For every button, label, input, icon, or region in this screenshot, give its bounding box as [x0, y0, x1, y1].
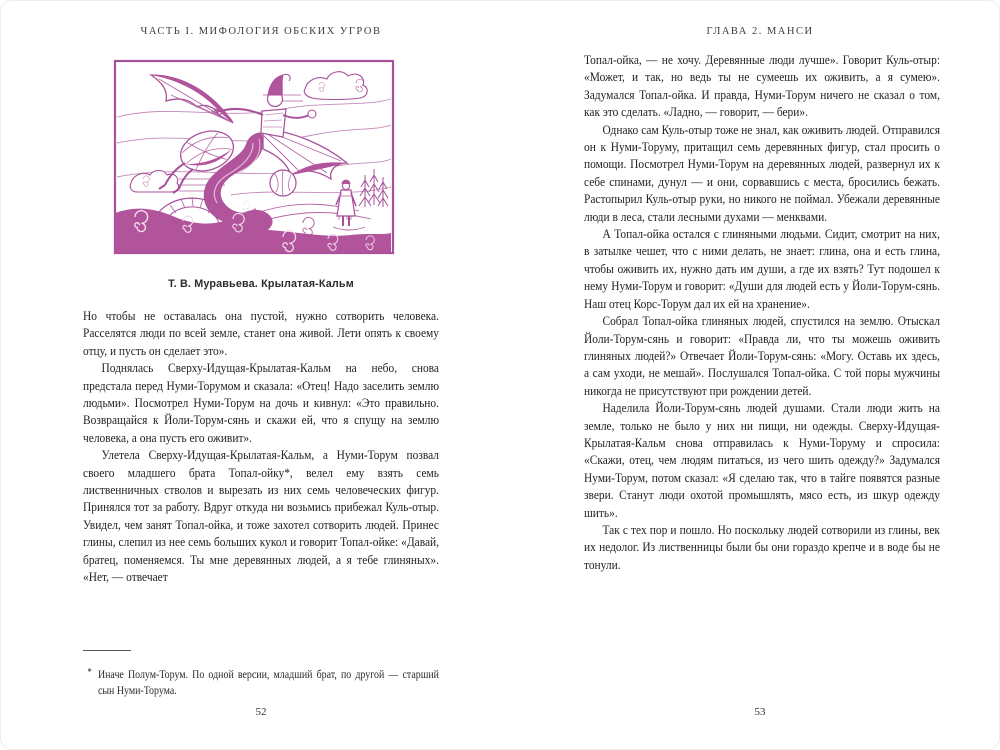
paragraph: А Топал-ойка остался с глиняными людьми. Сидит, смотрит на них, в затылке чешет, что с ними делать, не знает: глина, она и есть глина, чтобы оживить их, нужно дать им души, а где их взять? Тут подошел к нему Нуми-Торум и говорит: «Души для людей есть у Йоли-Торум-сянь. Наш отец Корс-Торум дал их ей на хранение». [584, 226, 940, 311]
paragraph: Так с тех пор и пошло. Но поскольку людей сотворили из глины, век их недолог. Из лиственницы были бы они гораздо крепче и в воде бы не тонули. [584, 521, 940, 572]
running-head-right: ГЛАВА 2. МАНСИ [706, 26, 814, 37]
paragraph: Но чтобы не оставалась она пустой, нужно сотворить человека. Расселятся люди по всей земле, станет она живой. Лети опять к своему отцу, и пусть он сделает это». [83, 308, 439, 358]
footnote-rule [83, 650, 131, 651]
fir-trees [359, 169, 388, 207]
paragraph: Наделила Йоли-Торум-сянь людей душами. Стали люди жить на земле, только не было у них ни пищи, ни одежды. Сверху-Идущая-Крылатая-Кальм снова отправилась к Нуми-Торуму и спросила: «Скажи, отец, чем людям питаться, из чего шить одежду?» Задумался Нуми-Торум, потом сказал: «Я сделаю так, что в тайге появятся разные звери. Станут люди охотой промышлять, мясо есть, из шкур одежду шить». [584, 400, 940, 520]
paragraph: Топал-ойка, — не хочу. Деревянные люди лучше». Говорит Куль-отыр: «Может, и так, но ведь ты не сумеешь их оживить, а я сумею». Задумался Топал-ойка. И правда, Нуми-Торум ничего не сказал о том, как это сделать. «Ладно, — говорит, — бери». [584, 52, 940, 120]
footnote-text: Иначе Полум-Торум. По одной версии, младший брат, по другой — старший сын Нуми-Торума. [97, 669, 439, 697]
paragraph: Однако сам Куль-отыр тоже не знал, как оживить людей. Отправился он к Нуми-Торуму, притащил семь деревянных фигур, стал просить о помощи. Посмотрел Нуми-Торум на деревянных людей, развернул их к себе спинами, дунул — и они, сорвавшись с места, бросились бежать. Растопырил Куль-отыр руки, но никого не поймал. Убежали деревянные люди в леса, стали лесными духами — менквами. [584, 121, 940, 224]
page-number-left: 52 [255, 706, 267, 718]
field-lines [263, 204, 371, 230]
paragraph: Улетела Сверху-Идущая-Крылатая-Кальм, а Нуми-Торум позвал своего младшего брата Топал-ойку*, велел ему взять семь лиственничных стволов и вырезать из них семь человеческих фигур. Принялся тот за работу. Вдруг откуда ни возьмись прибежал Куль-отыр. Увидел, чем занят Топал-ойка, и тоже захотел сотворить людей. Принес глины, слепил из нее семь больших кукол и говорит Топал-ойке: «Давай, братец, поменяемся. Ты мне деревянных людей, а я тебе глиняных». «Нет, — отвечает [83, 447, 439, 585]
illustration-caption: Т. В. Муравьева. Крылатая-Кальм [168, 278, 354, 290]
right-page-text [584, 51, 940, 573]
winged-kalm-drawing [113, 59, 395, 256]
winged-kalm-illustration [113, 59, 395, 259]
footnote-marker: * [87, 667, 92, 679]
footnote [83, 668, 439, 699]
page-number-right: 53 [754, 706, 766, 718]
paragraph: Поднялась Сверху-Идущая-Крылатая-Кальм на небо, снова предстала перед Нуми-Торумом и сказала: «Отец! Надо заселить землю людьми». Посмотрел Нуми-Торум на дочь и кивнул: «Это правильно. Возвращайся к Йоли-Торум-сянь и скажи ей, что я спущу на землю человека, а она пусть его оживит». [83, 360, 439, 445]
standing-person [336, 180, 356, 226]
sphere [270, 170, 296, 196]
cloud-top-right [304, 72, 367, 100]
paragraph: Собрал Топал-ойка глиняных людей, спустился на землю. Отыскал Йоли-Торум-сянь и говорит: «Правда ли, что ты можешь оживить глиняных людей?» Отвечает Йоли-Торум-сянь: «Могу. Оставь их здесь, а сам уходи, не мешай». Послушался Топал-ойка. С той поры мужчины никогда не присутствуют при рождении детей. [584, 313, 940, 398]
running-head-left: ЧАСТЬ I. МИФОЛОГИЯ ОБСКИХ УГРОВ [140, 26, 382, 37]
left-page-text [83, 307, 439, 586]
